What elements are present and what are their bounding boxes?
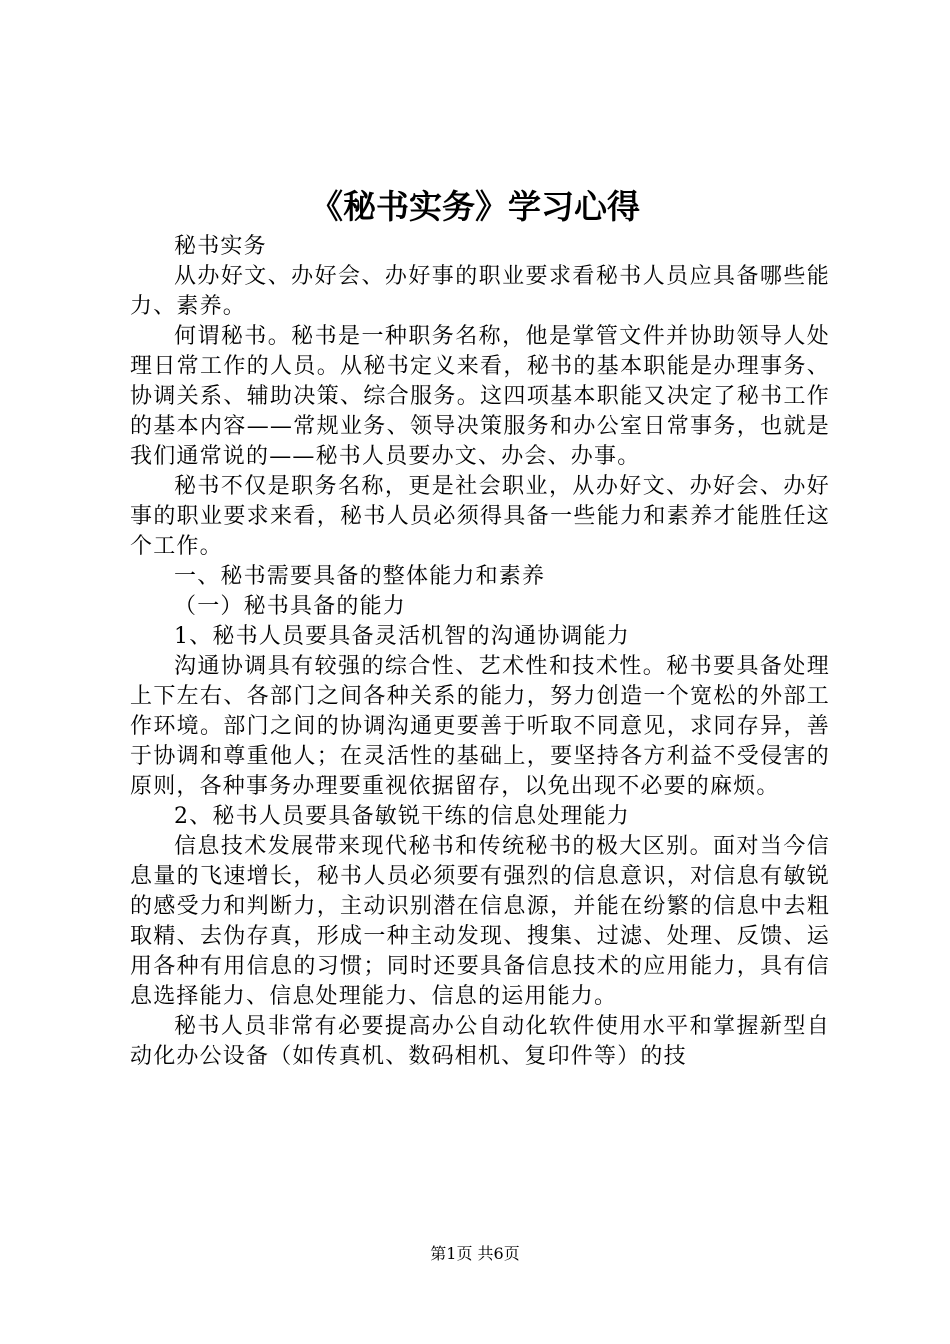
subsection-heading: （一）秘书具备的能力 [174, 594, 407, 619]
paragraph: 秘书实务 [174, 234, 267, 259]
paragraph: 沟通协调具有较强的综合性、艺术性和技术性。秘书要具备处理上下左右、各部门之间各种关系的能力，努力创造一个宽松的外部工作环境。部门之间的协调沟通更要善于听取不同意见，求同存异，善于协调和尊重他人；在灵活性的基础上，要坚持各方利益不受侵害的原则，各种事务办理要重视依据留存，以免出现不必要的麻烦。 [130, 654, 830, 799]
item-heading: 1、秘书人员要具备灵活机智的沟通协调能力 [174, 624, 630, 649]
paragraph: 信息技术发展带来现代秘书和传统秘书的极大区别。面对当今信息量的飞速增长，秘书人员必须要有强烈的信息意识，对信息有敏锐的感受力和判断力，主动识别潜在信息源，并能在纷繁的信息中去粗取精、去伪存真，形成一种主动发现、搜集、过滤、处理、反馈、运用各种有用信息的习惯；同时还要具备信息技术的应用能力，具有信息选择能力、信息处理能力、信息的运用能力。 [130, 834, 830, 1009]
document-title: 《秘书实务》学习心得 [310, 187, 640, 226]
document-body [130, 232, 830, 1072]
paragraph: 秘书不仅是职务名称，更是社会职业，从办好文、办好会、办好事的职业要求来看，秘书人员必须得具备一些能力和素养才能胜任这个工作。 [130, 474, 830, 559]
page-footer: 第1页 共6页 [430, 1244, 520, 1263]
paragraph: 何谓秘书。秘书是一种职务名称，他是掌管文件并协助领导人处理日常工作的人员。从秘书定义来看，秘书的基本职能是办理事务、协调关系、辅助决策、综合服务。这四项基本职能又决定了秘书工作的基本内容——常规业务、领导决策服务和办公室日常事务，也就是我们通常说的——秘书人员要办文、办会、办事。 [130, 324, 830, 469]
section-heading: 一、秘书需要具备的整体能力和素养 [174, 564, 546, 589]
paragraph: 从办好文、办好会、办好事的职业要求看秘书人员应具备哪些能力、素养。 [130, 264, 830, 319]
paragraph: 秘书人员非常有必要提高办公自动化软件使用水平和掌握新型自动化办公设备（如传真机、数码相机、复印件等）的技 [130, 1014, 830, 1069]
item-heading: 2、秘书人员要具备敏锐干练的信息处理能力 [174, 804, 630, 829]
